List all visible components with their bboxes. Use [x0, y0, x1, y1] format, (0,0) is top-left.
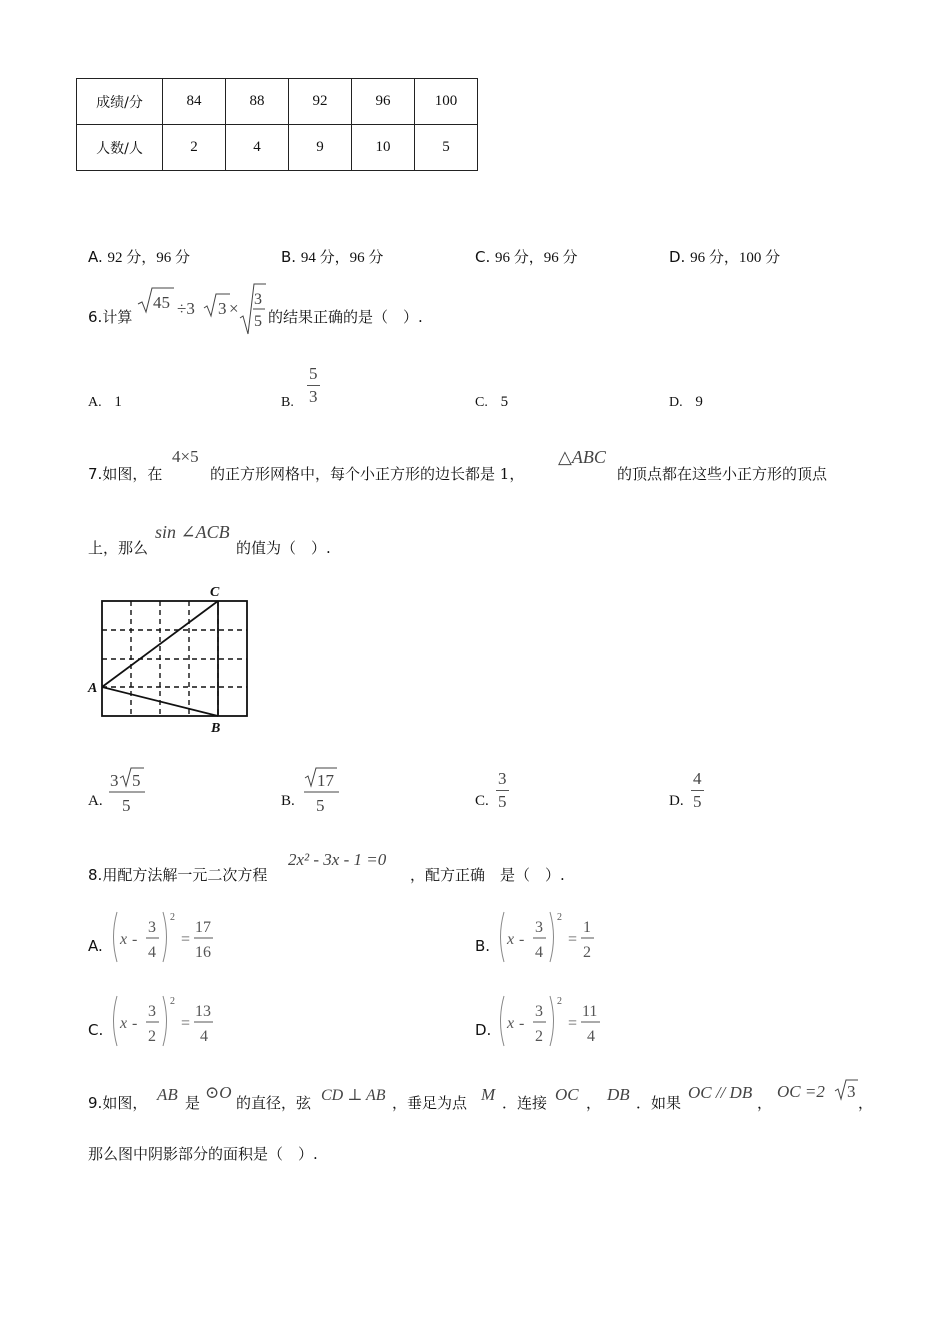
svg-text:3: 3 [110, 771, 119, 790]
q9-text5: ．连接 [502, 1094, 548, 1112]
q6-option-b-fraction: $\frac{5}{3}$ [309, 364, 318, 406]
q9-sqrt [834, 1077, 860, 1105]
vertex-label-b: B [211, 721, 221, 736]
q7-grid-figure [84, 580, 254, 740]
q8-option-a-expression [108, 908, 228, 968]
q7-grid-size: 4×5 [172, 447, 199, 466]
svg-text:17: 17 [317, 771, 334, 790]
svg-text:x: x [507, 931, 515, 948]
q5-option-a[interactable]: A. 92 分，96 分 [88, 248, 191, 266]
q7-option-b[interactable]: B. [281, 793, 295, 809]
svg-text:3: 3 [847, 1082, 856, 1101]
svg-text:x: x [120, 1015, 128, 1032]
q7-option-a[interactable]: A. [88, 793, 103, 809]
q9-oc-eq: OC =2 [777, 1082, 825, 1101]
q9-text3: 的直径，弦 [236, 1094, 312, 1112]
q7-text5: 的值为（ ）. [236, 539, 331, 557]
q6-op-1: ÷3 [177, 299, 195, 318]
svg-text:4: 4 [148, 944, 156, 961]
q9-line2: 那么图中阴影部分的面积是（ ）. [88, 1145, 318, 1163]
svg-text:13: 13 [195, 1003, 211, 1020]
table-cell: 10 [352, 125, 415, 171]
svg-text:4: 4 [535, 944, 543, 961]
svg-text:-: - [132, 931, 138, 948]
table-cell: 9 [289, 125, 352, 171]
svg-text:3: 3 [148, 919, 156, 936]
svg-text:=: = [568, 1015, 578, 1032]
q7-expression: sin ∠ACB [155, 522, 230, 542]
q9-perp: CD ⊥ AB [321, 1087, 386, 1104]
table-cell: 2 [163, 125, 226, 171]
svg-text:1: 1 [583, 919, 591, 936]
svg-text:=: = [568, 931, 578, 948]
q6-frac-den: 5 [254, 313, 262, 330]
table-cell: 88 [226, 79, 289, 125]
svg-text:4: 4 [200, 1028, 208, 1045]
q9-comma: ， [586, 1094, 602, 1112]
vertex-label-a: A [88, 681, 98, 696]
q5-option-c[interactable]: C. 96 分，96 分 [475, 248, 578, 266]
q6-op-2: × [229, 299, 239, 318]
svg-text:2: 2 [535, 1028, 543, 1045]
q6-question: 6.计算 [88, 308, 133, 326]
svg-text:2: 2 [583, 944, 591, 961]
svg-text:3: 3 [148, 1003, 156, 1020]
svg-text:5: 5 [122, 796, 131, 815]
q6-radicand-2: 3 [218, 299, 227, 318]
q9-ab: AB [157, 1085, 178, 1104]
q7-text4: 上，那么 [88, 539, 149, 557]
q7-triangle: △ABC [558, 447, 606, 467]
q7-option-d-fraction: $\frac{4}{5}$ [693, 769, 702, 811]
table-cell: 5 [415, 125, 478, 171]
q9-oc: OC [555, 1085, 579, 1104]
svg-text:11: 11 [582, 1003, 598, 1020]
q7-question: 7.如图，在 [88, 465, 163, 483]
q9-text2: 是 [185, 1094, 201, 1112]
q6-option-c[interactable]: C. 5 [475, 394, 509, 410]
q5-option-d[interactable]: D. 96 分，100 分 [669, 248, 781, 266]
svg-text:2: 2 [557, 912, 562, 923]
q7-option-d[interactable]: D. [669, 793, 684, 809]
svg-text:2: 2 [148, 1028, 156, 1045]
q6-suffix: 的结果正确的是（ ）. [268, 308, 423, 326]
svg-text:5: 5 [316, 796, 325, 815]
table-cell: 100 [415, 79, 478, 125]
q8-option-d[interactable]: D. [475, 1021, 492, 1039]
svg-text:-: - [519, 931, 525, 948]
table-cell: 84 [163, 79, 226, 125]
svg-text:x: x [507, 1015, 515, 1032]
table-row [77, 125, 478, 171]
q9-text4: ，垂足为点 [392, 1094, 468, 1112]
q9-question: 9.如图， [88, 1094, 148, 1112]
table-cell: 92 [289, 79, 352, 125]
q8-option-b[interactable]: B. [475, 937, 491, 955]
q7-option-a-fraction [106, 766, 148, 818]
q8-option-b-expression [495, 908, 615, 968]
q9-db: DB [607, 1085, 630, 1104]
svg-text:=: = [181, 1015, 191, 1032]
vertex-label-c: C [210, 585, 220, 600]
table-row [77, 79, 478, 125]
svg-text:4: 4 [587, 1028, 595, 1045]
svg-text:-: - [519, 1015, 525, 1032]
svg-text:-: - [132, 1015, 138, 1032]
table-cell: 96 [352, 79, 415, 125]
svg-text:17: 17 [195, 919, 211, 936]
q9-parallel: OC // DB [688, 1083, 753, 1102]
q6-option-a[interactable]: A. 1 [88, 394, 122, 410]
q6-radicand-1: 45 [153, 293, 170, 312]
q8-equation: 2x² - 3x - 1 =0 [288, 850, 387, 869]
q8-option-c-expression [108, 992, 228, 1052]
q6-option-b[interactable]: B. [281, 395, 294, 410]
table-header-score: 成绩/分 [77, 79, 163, 125]
q8-text2: ，配方正确 是（ ）. [410, 866, 565, 884]
q8-question: 8.用配方法解一元二次方程 [88, 866, 268, 884]
table-cell: 4 [226, 125, 289, 171]
svg-text:2: 2 [170, 996, 175, 1007]
table-header-count: 人数/人 [77, 125, 163, 171]
svg-text:=: = [181, 931, 191, 948]
q7-text3: 的顶点都在这些小正方形的顶点 [617, 465, 828, 483]
svg-text:2: 2 [170, 912, 175, 923]
q6-frac-num: 3 [254, 291, 262, 308]
q9-text6: ．如果 [636, 1094, 682, 1112]
svg-text:3: 3 [535, 1003, 543, 1020]
svg-text:16: 16 [195, 944, 211, 961]
q9-m: M [481, 1085, 496, 1104]
q8-option-c[interactable]: C. [88, 1021, 104, 1039]
q7-option-c-fraction: $\frac{3}{5}$ [498, 769, 507, 811]
q5-option-b[interactable]: B. 94 分，96 分 [281, 248, 384, 266]
q8-option-d-expression [495, 992, 615, 1052]
svg-text:2: 2 [557, 996, 562, 1007]
q8-option-a[interactable]: A. [88, 937, 103, 955]
q6-option-d[interactable]: D. 9 [669, 394, 703, 410]
score-table [76, 78, 478, 171]
q9-comma2: ， [757, 1094, 773, 1112]
svg-text:3: 3 [535, 919, 543, 936]
q7-text2: 的正方形网格中，每个小正方形的边长都是 1， [210, 465, 525, 483]
q7-option-b-fraction [301, 766, 343, 818]
q9-circle: ⊙O [205, 1083, 232, 1102]
q9-text7: ， [858, 1094, 874, 1112]
svg-text:x: x [120, 931, 128, 948]
svg-text:5: 5 [132, 771, 141, 790]
q7-option-c[interactable]: C. [475, 793, 489, 809]
q6-expression [136, 282, 266, 338]
